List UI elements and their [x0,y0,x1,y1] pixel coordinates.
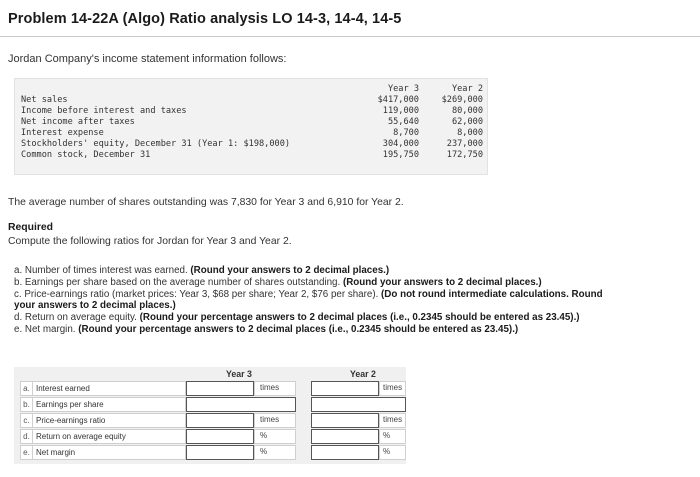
year3-input[interactable] [186,413,254,428]
statement-label: Net sales [21,95,68,105]
title-divider [0,36,700,37]
item-b-instruction: (Round your answers to 2 decimal places.) [342,277,542,288]
table-row [14,429,406,443]
item-c-instruction-cont: your answers to 2 decimal places.) [14,300,176,311]
year2-unit: % [383,447,391,456]
row-letter: e. [21,446,33,459]
item-a [14,265,389,277]
item-e-text: e. Net margin. [14,324,79,335]
problem-title: Problem 14-22A (Algo) Ratio analysis LO 14-3, 14-4, 14-5 [8,11,402,27]
required-heading: Required [8,222,54,233]
item-d-instruction: (Round your percentage answers to 2 decimal places (i.e., 0.2345 should be entered as 23.45).) [139,312,580,323]
shares-note: The average number of shares outstanding was 7,830 for Year 3 and 6,910 for Year 2. [8,197,404,208]
intro-text: Jordan Company's income statement information follows: [8,53,287,65]
year2-unit: times [383,383,403,392]
statement-row [21,150,481,161]
row-label [20,381,186,396]
year3-unit: times [260,415,280,424]
row-label-text: Interest earned [36,384,90,393]
statement-value-year3: $417,000 [377,95,419,105]
statement-row [21,95,481,106]
header-year2: Year 2 [451,84,483,94]
year2-input[interactable] [311,429,379,444]
year2-input[interactable] [311,413,379,428]
col-header-year2: Year 2 [350,369,376,379]
row-label-text: Return on average equity [36,432,126,441]
required-text: Compute the following ratios for Jordan for Year 3 and Year 2. [8,236,292,247]
statement-value-year2: 80,000 [451,106,483,116]
row-letter: a. [21,382,33,395]
table-row [14,397,406,411]
row-label-text: Price-earnings ratio [36,416,106,425]
item-e-instruction: (Round your percentage answers to 2 decimal places (i.e., 0.2345 should be entered as 23.45).) [78,324,519,335]
income-statement-box [14,78,488,175]
row-label-text: Net margin [36,448,76,457]
statement-label: Common stock, December 31 [21,150,151,160]
row-letter: d. [21,430,33,443]
table-row [14,445,406,459]
year2-input[interactable] [311,445,379,460]
table-row [14,413,406,427]
statement-value-year2: $269,000 [441,95,483,105]
item-e [14,324,518,336]
item-c-instruction: (Do not round intermediate calculations. Round [381,289,603,300]
item-c-text: c. Price-earnings ratio (market prices: Year 3, $68 per share; Year 2, $76 per share). [14,289,382,300]
row-label [20,397,186,412]
year2-input[interactable] [311,397,406,412]
statement-value-year3: 55,640 [387,117,419,127]
table-row [14,381,406,395]
row-label [20,413,186,428]
statement-label: Net income after taxes [21,117,135,127]
year3-unit: % [260,447,268,456]
year3-unit: % [260,431,268,440]
statement-row [21,139,481,150]
year3-input[interactable] [186,381,254,396]
item-a-text: a. Number of times interest was earned. [14,265,191,276]
statement-value-year3: 195,750 [382,150,419,160]
statement-value-year3: 304,000 [382,139,419,149]
statement-row [21,128,481,139]
statement-label: Stockholders' equity, December 31 (Year 1: $198,000) [21,139,291,149]
year3-input[interactable] [186,397,296,412]
item-a-instruction: (Round your answers to 2 decimal places.) [190,265,390,276]
year3-input[interactable] [186,429,254,444]
year2-unit: times [383,415,403,424]
row-letter: c. [21,414,33,427]
statement-value-year3: 8,700 [393,128,419,138]
answer-table [14,367,406,464]
row-label [20,429,186,444]
year2-unit: % [383,431,391,440]
item-c [14,289,698,301]
item-b [14,277,542,289]
statement-value-year2: 62,000 [451,117,483,127]
row-letter: b. [21,398,33,411]
item-c-continued [14,300,176,312]
statement-value-year2: 172,750 [446,150,483,160]
row-label-text: Earnings per share [36,400,104,409]
header-year3: Year 3 [387,84,419,94]
year3-input[interactable] [186,445,254,460]
year2-input[interactable] [311,381,379,396]
row-label [20,445,186,460]
statement-value-year3: 119,000 [382,106,419,116]
statement-header-row [21,84,481,95]
statement-row [21,117,481,128]
year3-unit: times [260,383,280,392]
statement-label: Income before interest and taxes [21,106,187,116]
statement-value-year2: 8,000 [457,128,483,138]
statement-label: Interest expense [21,128,104,138]
col-header-year3: Year 3 [226,369,252,379]
statement-row [21,106,481,117]
item-d [14,312,580,324]
item-d-text: d. Return on average equity. [14,312,140,323]
item-b-text: b. Earnings per share based on the average number of shares outstanding. [14,277,343,288]
statement-value-year2: 237,000 [446,139,483,149]
